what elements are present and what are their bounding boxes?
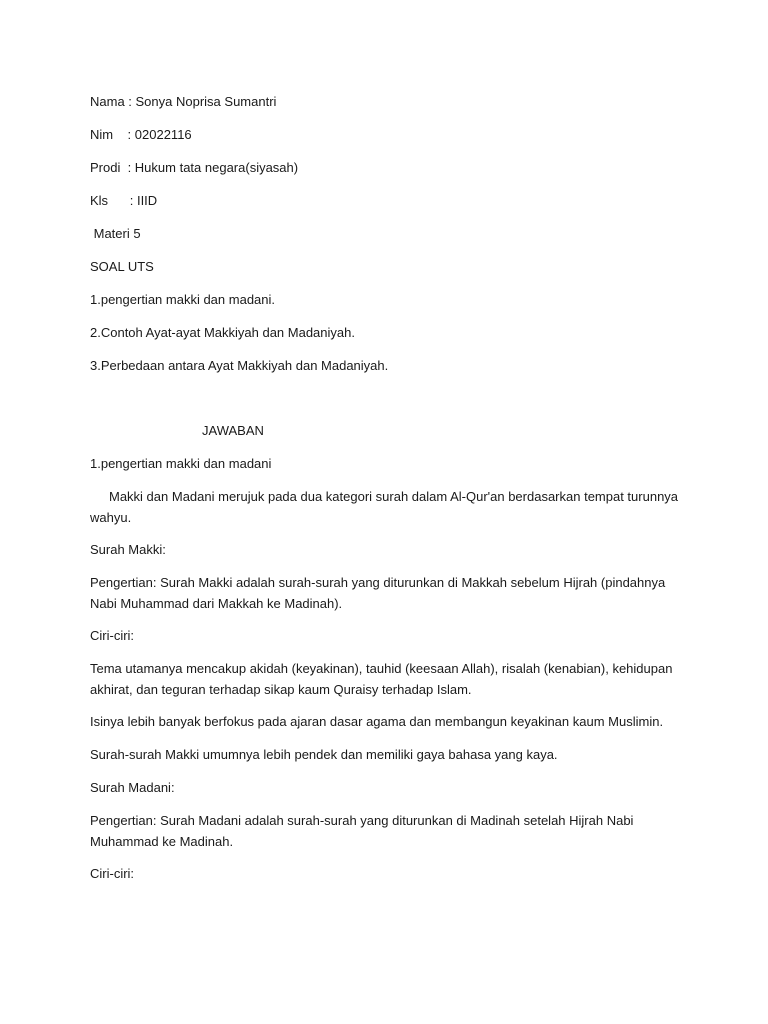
soal-title: SOAL UTS bbox=[90, 259, 154, 274]
madani-definition: Pengertian: Surah Madani adalah surah-surah yang diturunkan di Madinah setelah Hijrah Nabi Muhammad ke Madinah. bbox=[90, 813, 634, 849]
soal-item-1: 1.pengertian makki dan madani. bbox=[90, 292, 276, 307]
materi-label: Materi 5 bbox=[90, 226, 141, 241]
makki-ciri-3: Surah-surah Makki umumnya lebih pendek dan memiliki gaya bahasa yang kaya. bbox=[90, 747, 558, 762]
madani-ciri-heading: Ciri-ciri: bbox=[90, 866, 135, 881]
jawaban-intro: Makki dan Madani merujuk pada dua kategori surah dalam Al-Qur'an berdasarkan tempat turunnya wahyu. bbox=[90, 489, 679, 525]
student-name: Nama : Sonya Noprisa Sumantri bbox=[90, 94, 277, 109]
soal-item-3: 3.Perbedaan antara Ayat Makkiyah dan Madaniyah. bbox=[90, 358, 389, 373]
makki-ciri-2: Isinya lebih banyak berfokus pada ajaran dasar agama dan membangun keyakinan kaum Muslimin. bbox=[90, 714, 664, 729]
student-nim: Nim : 02022116 bbox=[90, 127, 192, 142]
jawaban-title: JAWABAN bbox=[202, 423, 264, 438]
makki-heading: Surah Makki: bbox=[90, 542, 166, 557]
study-program: Prodi : Hukum tata negara(siyasah) bbox=[90, 160, 299, 175]
class-label: Kls : IIID bbox=[90, 193, 158, 208]
makki-ciri-1: Tema utamanya mencakup akidah (keyakinan), tauhid (keesaan Allah), risalah (kenabian), kehidupan akhirat, dan teguran terhadap sikap kaum Quraisy terhadap Islam. bbox=[90, 661, 673, 697]
soal-item-2: 2.Contoh Ayat-ayat Makkiyah dan Madaniyah. bbox=[90, 325, 355, 340]
makki-definition: Pengertian: Surah Makki adalah surah-surah yang diturunkan di Makkah sebelum Hijrah (pindahnya Nabi Muhammad dari Makkah ke Madinah). bbox=[90, 575, 666, 611]
madani-heading: Surah Madani: bbox=[90, 780, 175, 795]
makki-ciri-heading: Ciri-ciri: bbox=[90, 628, 135, 643]
jawaban-heading-1: 1.pengertian makki dan madani bbox=[90, 456, 272, 471]
